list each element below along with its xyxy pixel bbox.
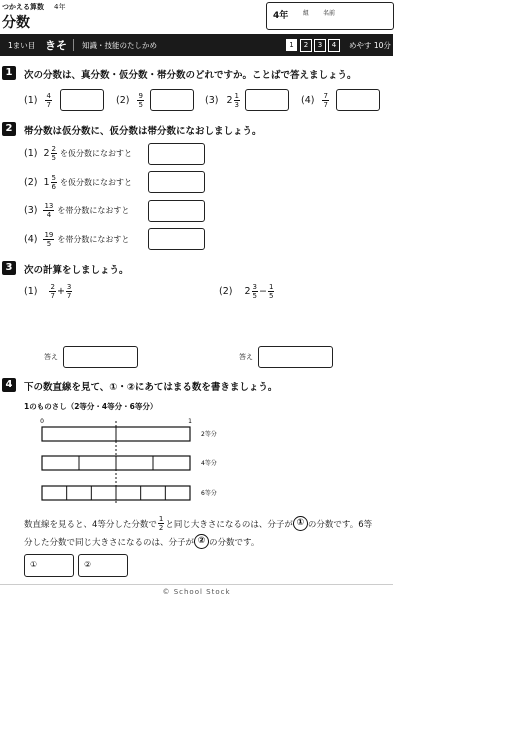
- zero-label: 0: [40, 418, 44, 425]
- q4-number: 4: [2, 378, 16, 392]
- q1-item-3: (3) 2 $\frac{1}{3}$: [205, 92, 239, 109]
- q2-item-1: (1) 2 $\frac{2}{5}$ を仮分数になおすと: [24, 145, 132, 162]
- page-title: 分数: [2, 15, 30, 31]
- grade-small: 4年: [54, 3, 66, 11]
- bar-divider: [73, 39, 74, 51]
- q1-answer-box-1[interactable]: [60, 89, 104, 111]
- q3-answer-label-1: 答え: [44, 353, 58, 361]
- sheet-number: 1まい目: [8, 41, 36, 50]
- page-tab-4[interactable]: 4: [328, 39, 340, 52]
- level-label: きそ: [45, 39, 67, 52]
- bar-subtitle: 知識・技能のたしかめ: [82, 41, 157, 50]
- q4-sentence-2: 分した分数で同じ大きさになるのは、分子が ② の分数です。: [24, 536, 260, 548]
- q2-answer-box-1[interactable]: [148, 143, 205, 165]
- page-tab-2[interactable]: 2: [300, 39, 312, 52]
- q3-number: 3: [2, 261, 16, 275]
- fraction: $\frac{5}{6}$: [51, 174, 56, 191]
- fraction: $\frac{13}{4}$: [44, 202, 54, 219]
- fraction: $\frac{1}{5}$: [268, 283, 274, 300]
- bar-label-6: 6等分: [201, 490, 217, 497]
- q4-instruction: 下の数直線を見て、①・②にあてはまる数を書きましょう。: [24, 382, 278, 393]
- q3-answer-box-1[interactable]: [63, 346, 138, 368]
- q1-instruction: 次の分数は、真分数・仮分数・帯分数のどれですか。ことばで答えましょう。: [24, 70, 357, 81]
- q3-answer-box-2[interactable]: [258, 346, 333, 368]
- sheet-bar: [0, 34, 393, 56]
- fraction: $\frac{1}{3}$: [234, 92, 239, 109]
- footer-divider: [0, 584, 393, 585]
- fraction: $\frac{1}{2}$: [158, 515, 164, 532]
- q1-answer-box-2[interactable]: [150, 89, 194, 111]
- fraction: $\frac{7}{7}$: [323, 92, 328, 109]
- q2-answer-box-4[interactable]: [148, 228, 205, 250]
- fraction: $\frac{2}{7}$: [50, 283, 55, 300]
- ruler-title: 1のものさし（2等分・4等分・6等分）: [24, 402, 158, 411]
- q2-instruction: 帯分数は仮分数に、仮分数は帯分数になおしましょう。: [24, 126, 262, 137]
- page-tab-3[interactable]: 3: [314, 39, 326, 52]
- bar-label-4: 4等分: [201, 460, 217, 467]
- q1-item-2: (2) $\frac{9}{5}$: [116, 92, 143, 109]
- time-guide: めやす 10分: [349, 41, 391, 50]
- q2-answer-box-2[interactable]: [148, 171, 205, 193]
- footer-credit: © School Stock: [162, 588, 231, 596]
- q1-item-4: (4) $\frac{7}{7}$: [301, 92, 328, 109]
- q2-item-4: (4) $\frac{19}{5}$ を帯分数になおすと: [24, 231, 130, 248]
- q4-answer-box-1[interactable]: ①: [24, 554, 74, 577]
- name-label: 名前: [323, 10, 336, 17]
- q4-sentence-1: 数直線を見ると、4等分した分数で $\frac{1}{2}$ と同じ大きさになるのは、分子が ① の分数です。6等: [24, 515, 373, 532]
- q2-item-2: (2) 1 $\frac{5}{6}$ を仮分数になおすと: [24, 174, 132, 191]
- q2-number: 2: [2, 122, 16, 136]
- q1-answer-box-4[interactable]: [336, 89, 380, 111]
- blank-circle-2: ②: [194, 534, 209, 549]
- q1-answer-box-3[interactable]: [245, 89, 289, 111]
- number-line-diagram: [30, 412, 235, 508]
- q3-problem-1: (1) $\frac{2}{7}$ + $\frac{3}{7}$: [24, 283, 72, 300]
- q2-answer-box-3[interactable]: [148, 200, 205, 222]
- fraction: $\frac{2}{5}$: [51, 145, 56, 162]
- fraction: $\frac{3}{7}$: [66, 283, 72, 300]
- fraction: $\frac{19}{5}$: [44, 231, 54, 248]
- q3-instruction: 次の計算をしましょう。: [24, 265, 129, 276]
- page-tab-1[interactable]: 1: [286, 39, 297, 51]
- q1-item-1: (1) $\frac{4}{7}$: [24, 92, 51, 109]
- class-label: 組: [303, 10, 310, 17]
- q2-item-3: (3) $\frac{13}{4}$ を帯分数になおすと: [24, 202, 130, 219]
- q3-problem-2: (2) 2 $\frac{3}{5}$ − $\frac{1}{5}$: [219, 283, 274, 300]
- q3-answer-label-2: 答え: [239, 353, 253, 361]
- grade-box-label: 4年: [273, 11, 289, 21]
- q4-answer-box-2[interactable]: ②: [78, 554, 128, 577]
- fraction: $\frac{3}{5}$: [252, 283, 257, 300]
- bar-label-2: 2等分: [201, 431, 217, 438]
- fraction: $\frac{4}{7}$: [46, 92, 51, 109]
- one-label: 1: [188, 418, 192, 425]
- blank-circle-1: ①: [293, 516, 308, 531]
- name-box[interactable]: [266, 2, 394, 30]
- series-label: つかえる算数: [2, 3, 44, 11]
- fraction: $\frac{9}{5}$: [138, 92, 143, 109]
- q1-number: 1: [2, 66, 16, 80]
